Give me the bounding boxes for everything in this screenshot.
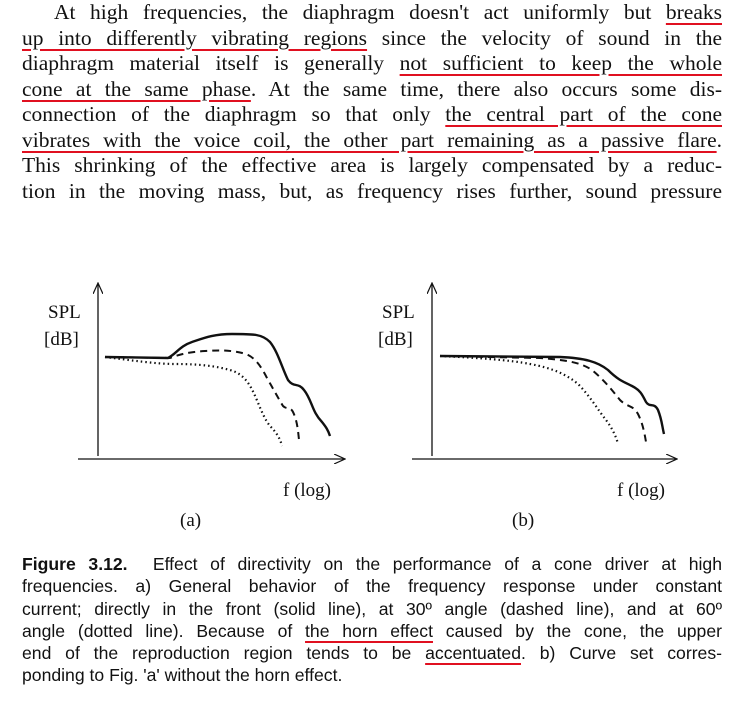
- panel-b-xlabel: f (log): [617, 480, 666, 501]
- text-run: since the velocity of sound in the: [367, 25, 722, 50]
- text-run: current; directly in the front (solid line), at 30º angle (dashed line), and at 60º: [22, 598, 722, 619]
- text-run: connection of the diaphragm so that only: [22, 102, 446, 126]
- caption-line: [22, 553, 722, 575]
- panel-b: [378, 284, 676, 531]
- caption-line: [22, 642, 722, 664]
- panel-b-solid-curve: [440, 356, 664, 434]
- panel-b-ylabel-2: [dB]: [378, 329, 413, 350]
- underlined-phrase: cone at the same phase: [22, 76, 251, 101]
- panel-a-dashed-curve: [105, 350, 299, 440]
- panel-b-label: (b): [512, 510, 535, 531]
- panel-a-xlabel: f (log): [283, 480, 332, 501]
- panel-a: [44, 284, 344, 531]
- panel-b-dashed-curve: [440, 356, 646, 442]
- text-run: At high frequencies, the diaphragm doesn't act uniformly but: [54, 0, 666, 24]
- text-run: . At the same time, there also occurs some dis-: [250, 76, 722, 101]
- paragraph-line: [22, 0, 722, 26]
- text-run: Effect of directivity on the performance of a cone driver at high: [152, 554, 723, 574]
- underlined-phrase: the horn effect: [305, 620, 433, 641]
- figure-3-12: [0, 270, 737, 545]
- underlined-phrase: accentuated: [425, 643, 521, 664]
- figure-caption: [22, 553, 722, 687]
- panel-b-ylabel-1: SPL: [382, 302, 415, 323]
- underlined-phrase: up into differently vibrating regions: [22, 25, 368, 50]
- text-run: frequencies. a) General behavior of the frequency response under constant: [22, 576, 722, 597]
- underlined-phrase: breaks: [665, 0, 722, 24]
- panel-a-label: (a): [180, 510, 202, 531]
- paragraph-line: [22, 102, 722, 128]
- panel-a-ylabel-1: SPL: [48, 302, 81, 323]
- paragraph-line: [22, 179, 722, 205]
- text-run: diaphragm material itself is generally: [22, 51, 400, 75]
- text-run: angle (dotted line). Because of: [22, 620, 306, 641]
- paragraph-line: [22, 153, 722, 179]
- underlined-phrase: not sufficient to keep the whole: [399, 51, 722, 75]
- text-run: end of the reproduction region tends to be: [22, 643, 426, 664]
- paragraph-line: [22, 51, 722, 77]
- caption-line: [22, 620, 722, 642]
- caption-line: [22, 664, 722, 686]
- panel-b-dotted-curve: [440, 356, 618, 444]
- caption-label: Figure 3.12.: [22, 554, 128, 574]
- paragraph-line: [22, 128, 722, 154]
- text-run: tion in the moving mass, but, as frequency rises further, sound pressure: [22, 178, 722, 203]
- text-run: .: [716, 127, 722, 152]
- paragraph-line: [22, 77, 722, 103]
- text-run: This shrinking of the effective area is largely compensated by a reduc-: [22, 153, 722, 177]
- text-run: ponding to Fig. 'a' without the horn effect.: [22, 665, 343, 686]
- paragraph-line: [22, 26, 722, 52]
- panel-a-ylabel-2: [dB]: [44, 329, 79, 350]
- panel-a-dotted-curve: [105, 357, 282, 446]
- underlined-phrase: the central part of the cone: [445, 102, 722, 126]
- caption-line: [22, 575, 722, 597]
- caption-line: [22, 598, 722, 620]
- body-paragraph: [22, 0, 722, 204]
- text-run: . b) Curve set corres-: [521, 643, 722, 664]
- text-run: caused by the cone, the upper: [433, 620, 722, 641]
- underlined-phrase: vibrates with the voice coil, the other part remaining as a passive flare: [22, 127, 717, 152]
